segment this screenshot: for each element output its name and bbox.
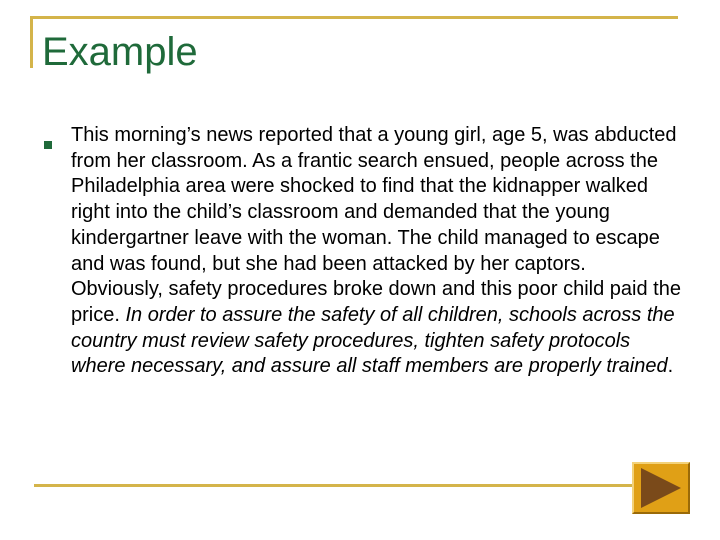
bullet-italic-text: In order to assure the safety of all children, schools across the country must review safety procedures, tighten safety protocols where necessary, and assure all staff members are properly trained — [71, 303, 675, 378]
left-rule — [30, 16, 33, 68]
slide-title: Example — [42, 30, 198, 74]
next-slide-button[interactable] — [632, 462, 690, 514]
play-arrow-icon — [634, 464, 688, 512]
bullet-plain-text: This morning’s news reported that a young girl, age 5, was abducted from her classroom. As a frantic search ensued, people across the Philadelphia area were shocked to find that the kidnapper walked right into the child’s classroom and demanded that the young kindergartner leave with the woman. The child managed to escape and was found, but she had been attacked by her captors. Obviously, safety procedures broke down and this poor child paid the price. — [71, 124, 681, 326]
bottom-rule — [34, 484, 646, 487]
bullet-marker — [44, 141, 52, 149]
slide-bullet-text — [71, 123, 681, 380]
bullet-end-text: . — [667, 355, 674, 378]
top-rule — [30, 16, 678, 19]
